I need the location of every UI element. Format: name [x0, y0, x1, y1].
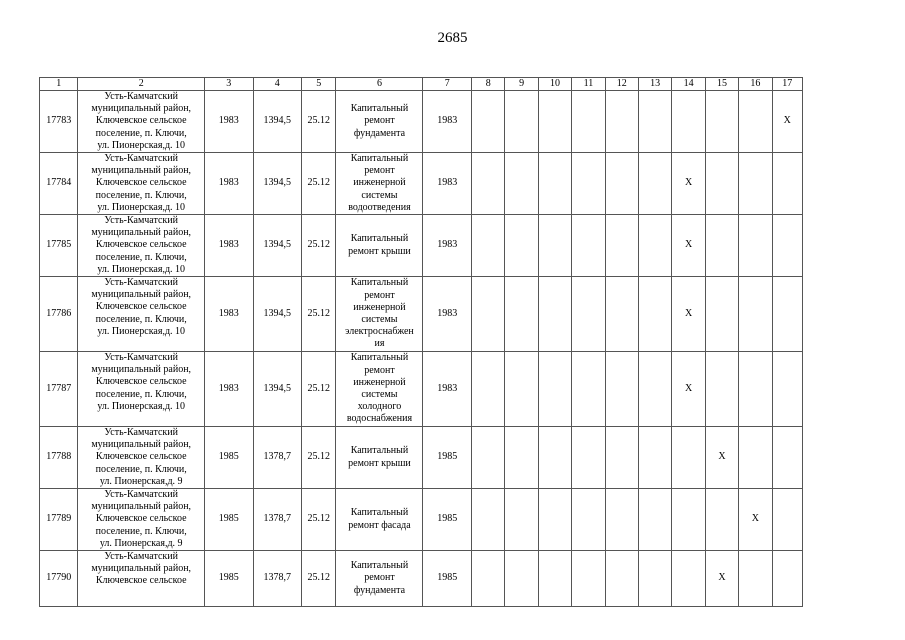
address-cell: Усть-Камчатский муниципальный район, Ключевское сельское поселение, п. Ключи, ул. Пионерская,д. 10: [78, 277, 204, 352]
period-cell-12: [605, 352, 638, 427]
column-header-15: 15: [705, 78, 738, 91]
period-cell-17: [772, 352, 802, 427]
period-cell-17: [772, 427, 802, 489]
column-header-2: 2: [78, 78, 204, 91]
period-cell-12: [605, 551, 638, 607]
period-cell-15: [705, 153, 738, 215]
work-type-cell: Капитальный ремонт инженерной системы водоотведения: [336, 153, 423, 215]
period-mark: X: [672, 277, 705, 352]
commission-year: 1983: [204, 91, 253, 153]
column-header-12: 12: [605, 78, 638, 91]
building-area: 1394,5: [253, 277, 302, 352]
column-header-3: 3: [204, 78, 253, 91]
table-body: [40, 91, 803, 607]
date-cell: 25.12: [302, 551, 336, 607]
period-cell-17: [772, 489, 802, 551]
column-header-16: 16: [739, 78, 772, 91]
table-row: [40, 277, 803, 352]
record-id: 17787: [40, 352, 78, 427]
period-cell-12: [605, 427, 638, 489]
period-cell-10: [538, 215, 571, 277]
period-cell-8: [472, 551, 505, 607]
table-row: [40, 551, 803, 607]
record-id: 17784: [40, 153, 78, 215]
period-cell-9: [505, 551, 538, 607]
period-cell-9: [505, 489, 538, 551]
period-cell-11: [572, 153, 605, 215]
work-year: 1983: [423, 277, 472, 352]
period-cell-8: [472, 91, 505, 153]
record-id: 17790: [40, 551, 78, 607]
period-cell-13: [638, 277, 671, 352]
record-id: 17783: [40, 91, 78, 153]
address-cell: Усть-Камчатский муниципальный район, Ключевское сельское поселение, п. Ключи, ул. Пионерская,д. 9: [78, 489, 204, 551]
building-area: 1394,5: [253, 153, 302, 215]
table-row: [40, 489, 803, 551]
period-cell-16: [739, 427, 772, 489]
commission-year: 1983: [204, 153, 253, 215]
work-year: 1985: [423, 551, 472, 607]
period-cell-11: [572, 352, 605, 427]
period-mark: X: [705, 551, 738, 607]
date-cell: 25.12: [302, 427, 336, 489]
period-cell-16: [739, 91, 772, 153]
period-cell-12: [605, 277, 638, 352]
period-cell-14: [672, 551, 705, 607]
date-cell: 25.12: [302, 277, 336, 352]
commission-year: 1983: [204, 277, 253, 352]
period-cell-12: [605, 153, 638, 215]
period-cell-10: [538, 153, 571, 215]
period-cell-13: [638, 427, 671, 489]
building-area: 1394,5: [253, 91, 302, 153]
page-number: 2685: [437, 30, 468, 46]
period-cell-13: [638, 352, 671, 427]
register-table: [39, 77, 803, 607]
work-type-cell: Капитальный ремонт крыши: [336, 215, 423, 277]
work-year: 1983: [423, 215, 472, 277]
period-cell-9: [505, 153, 538, 215]
period-cell-8: [472, 153, 505, 215]
period-cell-12: [605, 91, 638, 153]
date-cell: 25.12: [302, 91, 336, 153]
period-cell-9: [505, 91, 538, 153]
building-area: 1378,7: [253, 489, 302, 551]
period-cell-11: [572, 551, 605, 607]
period-cell-10: [538, 352, 571, 427]
work-year: 1985: [423, 489, 472, 551]
period-cell-11: [572, 91, 605, 153]
header-row: [40, 78, 803, 91]
work-type-cell: Капитальный ремонт инженерной системы холодного водоснабжения: [336, 352, 423, 427]
building-area: 1378,7: [253, 427, 302, 489]
table-row: [40, 91, 803, 153]
date-cell: 25.12: [302, 215, 336, 277]
period-cell-11: [572, 215, 605, 277]
commission-year: 1985: [204, 489, 253, 551]
period-cell-13: [638, 153, 671, 215]
address-cell: Усть-Камчатский муниципальный район, Ключевское сельское поселение, п. Ключи, ул. Пионерская,д. 9: [78, 427, 204, 489]
period-cell-12: [605, 489, 638, 551]
work-type-cell: Капитальный ремонт фундамента: [336, 91, 423, 153]
period-cell-16: [739, 153, 772, 215]
column-header-10: 10: [538, 78, 571, 91]
period-cell-16: [739, 352, 772, 427]
period-cell-16: [739, 551, 772, 607]
address-cell: Усть-Камчатский муниципальный район, Ключевское сельское поселение, п. Ключи, ул. Пионерская,д. 10: [78, 91, 204, 153]
work-type-cell: Капитальный ремонт фундамента: [336, 551, 423, 607]
period-cell-15: [705, 352, 738, 427]
date-cell: 25.12: [302, 352, 336, 427]
period-cell-14: [672, 91, 705, 153]
period-cell-9: [505, 215, 538, 277]
period-cell-8: [472, 277, 505, 352]
period-cell-11: [572, 489, 605, 551]
building-area: 1394,5: [253, 352, 302, 427]
work-year: 1983: [423, 352, 472, 427]
period-cell-17: [772, 215, 802, 277]
period-cell-9: [505, 277, 538, 352]
period-cell-15: [705, 489, 738, 551]
address-cell: Усть-Камчатский муниципальный район, Ключевское сельское поселение, п. Ключи, ул. Пионерская,д. 10: [78, 215, 204, 277]
column-header-11: 11: [572, 78, 605, 91]
table-row: [40, 352, 803, 427]
column-header-6: 6: [336, 78, 423, 91]
commission-year: 1983: [204, 352, 253, 427]
period-cell-13: [638, 551, 671, 607]
period-cell-8: [472, 215, 505, 277]
period-cell-13: [638, 489, 671, 551]
record-id: 17786: [40, 277, 78, 352]
work-type-cell: Капитальный ремонт фасада: [336, 489, 423, 551]
period-cell-8: [472, 489, 505, 551]
work-type-cell: Капитальный ремонт крыши: [336, 427, 423, 489]
period-cell-8: [472, 352, 505, 427]
period-cell-11: [572, 277, 605, 352]
period-mark: X: [672, 352, 705, 427]
period-cell-17: [772, 551, 802, 607]
period-cell-8: [472, 427, 505, 489]
period-cell-14: [672, 489, 705, 551]
table-row: [40, 153, 803, 215]
commission-year: 1983: [204, 215, 253, 277]
period-cell-15: [705, 91, 738, 153]
period-cell-10: [538, 277, 571, 352]
building-area: 1378,7: [253, 551, 302, 607]
address-cell: Усть-Камчатский муниципальный район, Ключевское сельское поселение, п. Ключи, ул. Пионерская,д. 10: [78, 153, 204, 215]
table-row: [40, 215, 803, 277]
column-header-4: 4: [253, 78, 302, 91]
work-year: 1983: [423, 153, 472, 215]
period-cell-10: [538, 551, 571, 607]
period-cell-10: [538, 91, 571, 153]
column-header-1: 1: [40, 78, 78, 91]
period-cell-15: [705, 277, 738, 352]
period-cell-16: [739, 215, 772, 277]
commission-year: 1985: [204, 427, 253, 489]
work-type-cell: Капитальный ремонт инженерной системы электроснабжен ия: [336, 277, 423, 352]
date-cell: 25.12: [302, 489, 336, 551]
period-mark: X: [672, 215, 705, 277]
period-cell-16: [739, 277, 772, 352]
period-cell-9: [505, 427, 538, 489]
period-cell-15: [705, 215, 738, 277]
column-header-7: 7: [423, 78, 472, 91]
period-cell-17: [772, 277, 802, 352]
period-mark: X: [739, 489, 772, 551]
commission-year: 1985: [204, 551, 253, 607]
work-year: 1985: [423, 427, 472, 489]
column-header-5: 5: [302, 78, 336, 91]
column-header-9: 9: [505, 78, 538, 91]
table-row: [40, 427, 803, 489]
period-cell-13: [638, 91, 671, 153]
period-cell-11: [572, 427, 605, 489]
period-mark: X: [772, 91, 802, 153]
period-mark: X: [672, 153, 705, 215]
address-cell: Усть-Камчатский муниципальный район, Ключевское сельское: [78, 551, 204, 607]
building-area: 1394,5: [253, 215, 302, 277]
column-header-13: 13: [638, 78, 671, 91]
period-cell-13: [638, 215, 671, 277]
address-cell: Усть-Камчатский муниципальный район, Ключевское сельское поселение, п. Ключи, ул. Пионерская,д. 10: [78, 352, 204, 427]
record-id: 17785: [40, 215, 78, 277]
column-header-8: 8: [472, 78, 505, 91]
work-year: 1983: [423, 91, 472, 153]
column-header-17: 17: [772, 78, 802, 91]
period-cell-17: [772, 153, 802, 215]
column-header-14: 14: [672, 78, 705, 91]
period-mark: X: [705, 427, 738, 489]
period-cell-12: [605, 215, 638, 277]
period-cell-10: [538, 427, 571, 489]
period-cell-10: [538, 489, 571, 551]
period-cell-9: [505, 352, 538, 427]
period-cell-14: [672, 427, 705, 489]
date-cell: 25.12: [302, 153, 336, 215]
record-id: 17788: [40, 427, 78, 489]
record-id: 17789: [40, 489, 78, 551]
